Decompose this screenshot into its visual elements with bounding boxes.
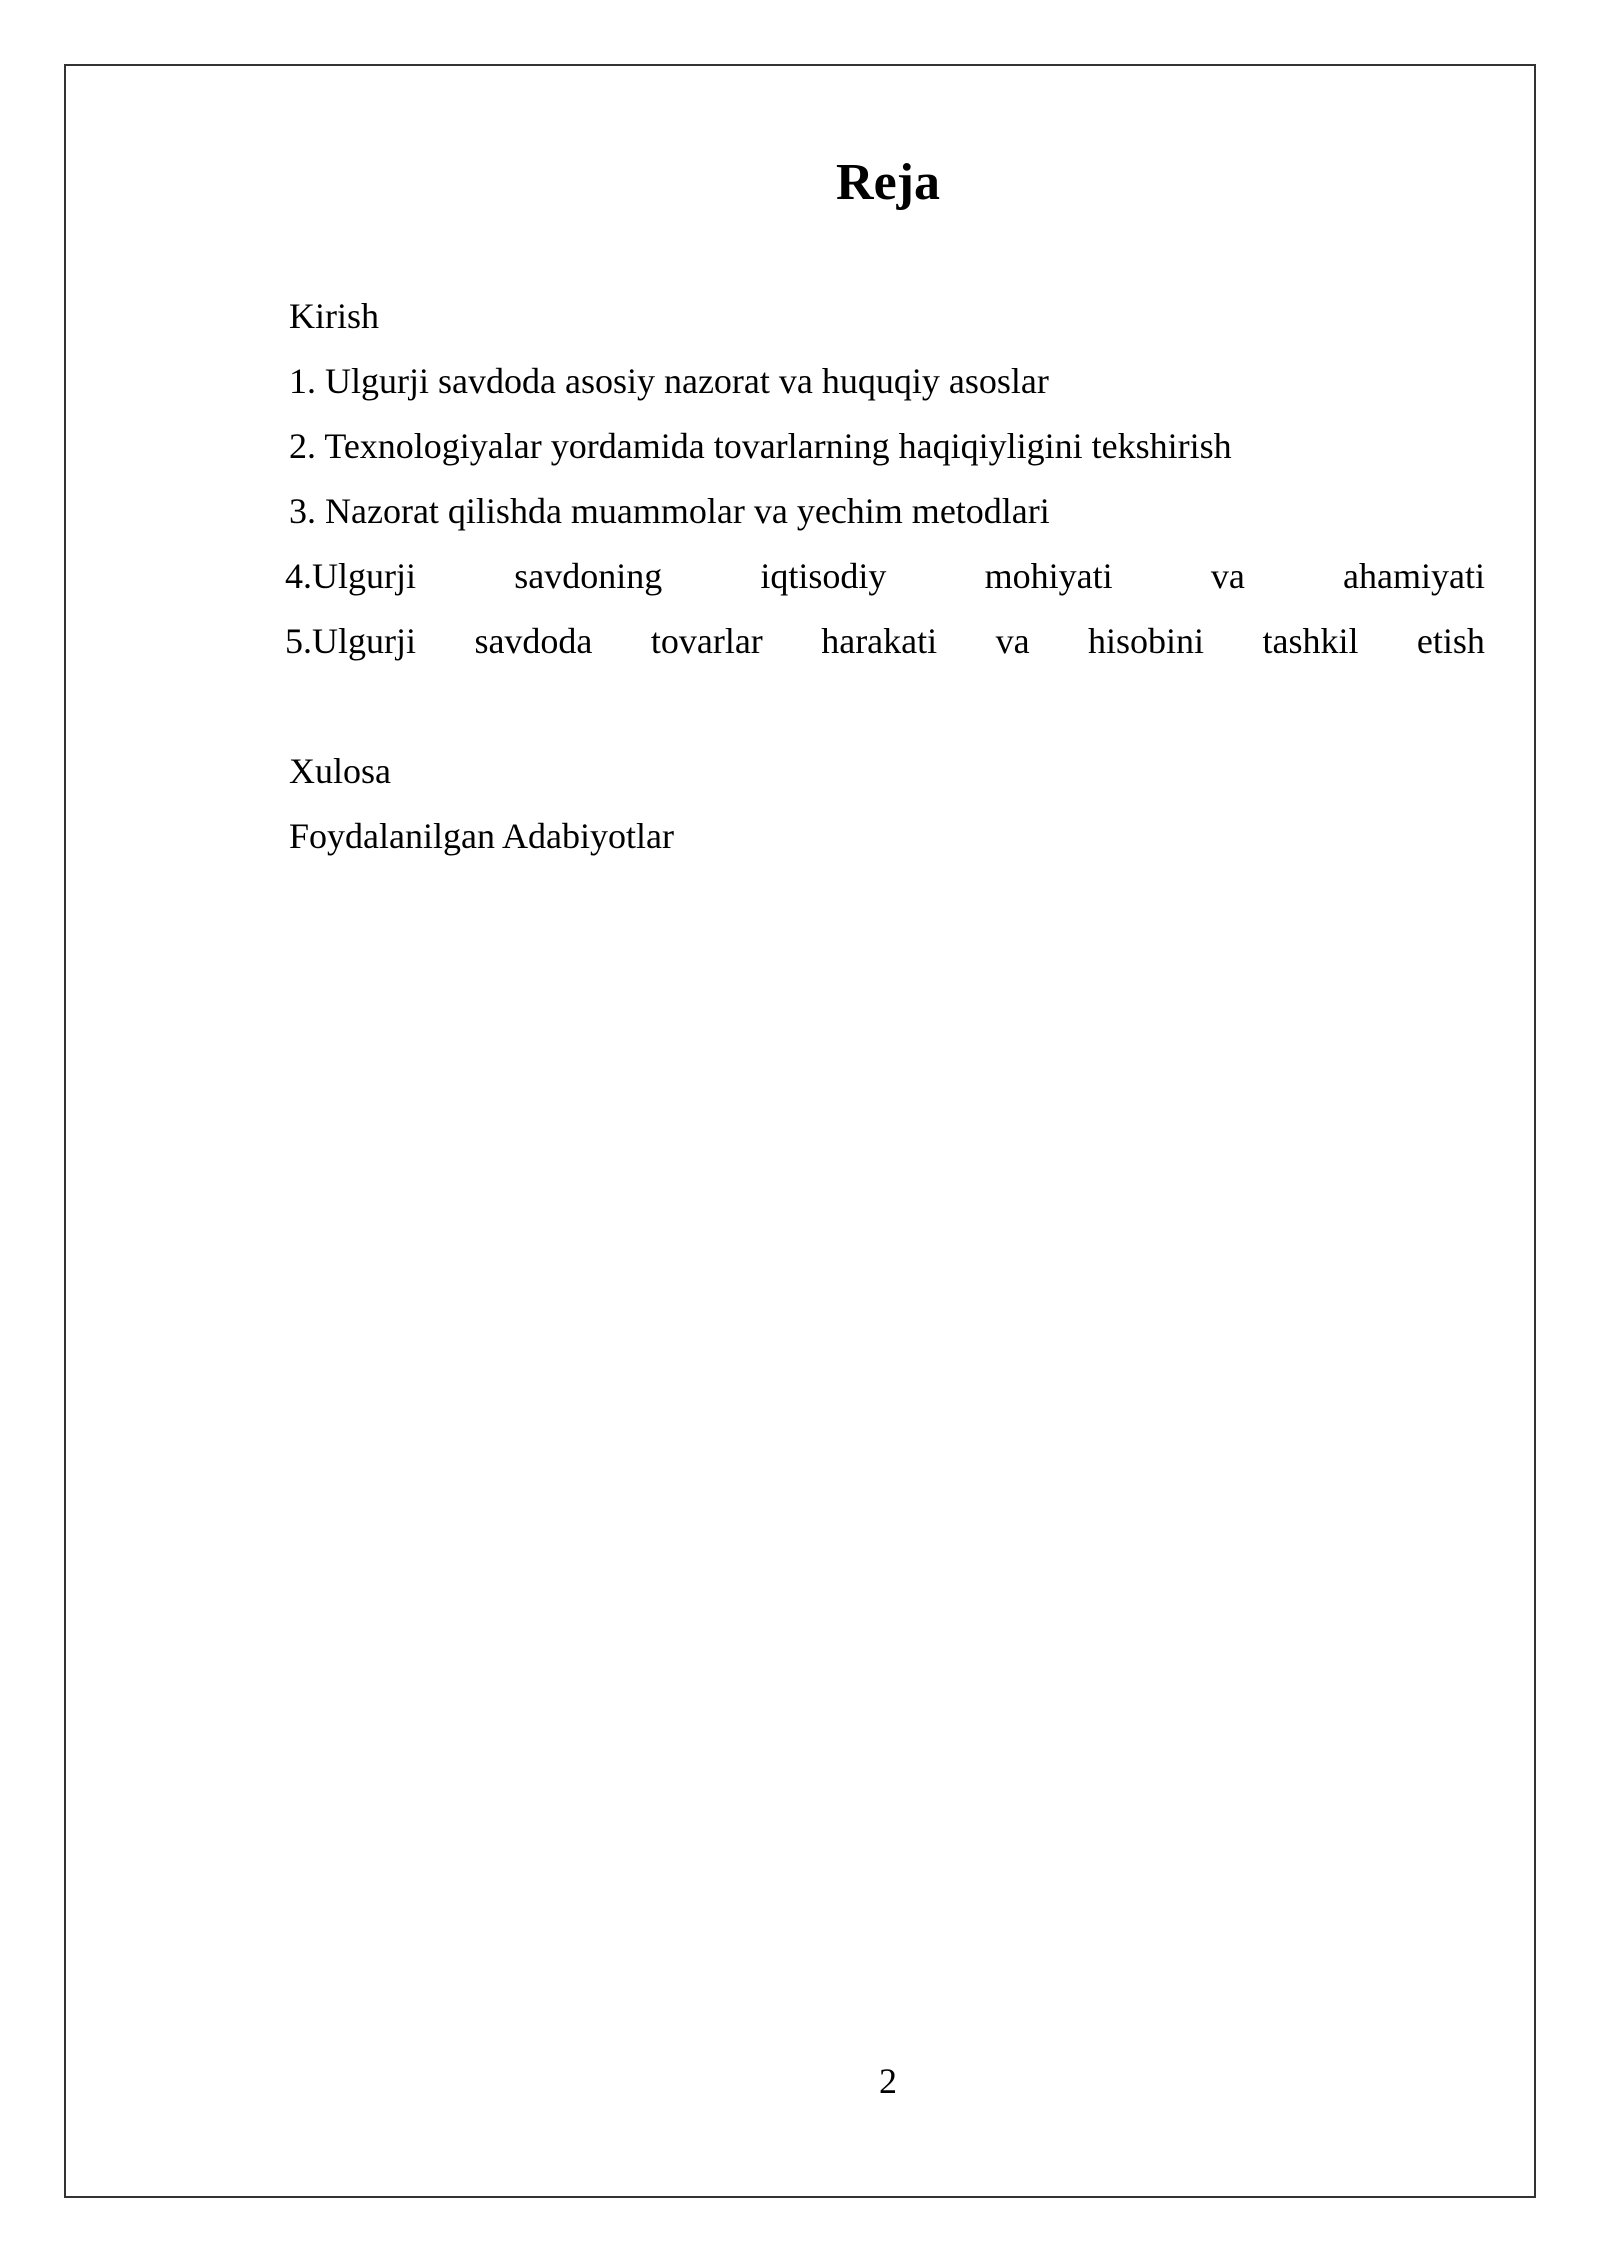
plan-item-5-word: etish	[1416, 621, 1485, 661]
plan-item-5-word: va	[995, 621, 1030, 661]
plan-item-5-word: tashkil	[1262, 621, 1359, 661]
plan-item-conclusion: Xulosa	[289, 751, 391, 791]
plan-item-5-word: harakati	[821, 621, 938, 661]
plan-item-4-word: 4.Ulgurji	[285, 556, 416, 596]
plan-item-3: 3. Nazorat qilishda muammolar va yechim metodlari	[289, 491, 1050, 531]
plan-item-4-word: mohiyati	[984, 556, 1113, 596]
plan-item-5-word: 5.Ulgurji	[285, 621, 416, 661]
plan-item-references: Foydalanilgan Adabiyotlar	[289, 816, 674, 856]
plan-item-intro: Kirish	[289, 296, 379, 336]
plan-item-5	[285, 618, 1485, 664]
plan-item-5-word: hisobini	[1088, 621, 1205, 661]
plan-item-4-word: savdoning	[514, 556, 663, 596]
plan-item-2: 2. Texnologiyalar yordamida tovarlarning haqiqiyligini tekshirish	[289, 426, 1232, 466]
plan-item-4	[285, 553, 1485, 599]
plan-item-4-word: va	[1210, 556, 1245, 596]
plan-item-5-word: tovarlar	[650, 621, 763, 661]
plan-item-4-word: ahamiyati	[1343, 556, 1485, 596]
page-number: 2	[879, 2061, 897, 2101]
plan-item-5-word: savdoda	[474, 621, 593, 661]
plan-item-4-word: iqtisodiy	[760, 556, 887, 596]
page-title: Reja	[836, 154, 940, 211]
plan-item-1: 1. Ulgurji savdoda asosiy nazorat va huquqiy asoslar	[289, 361, 1049, 401]
